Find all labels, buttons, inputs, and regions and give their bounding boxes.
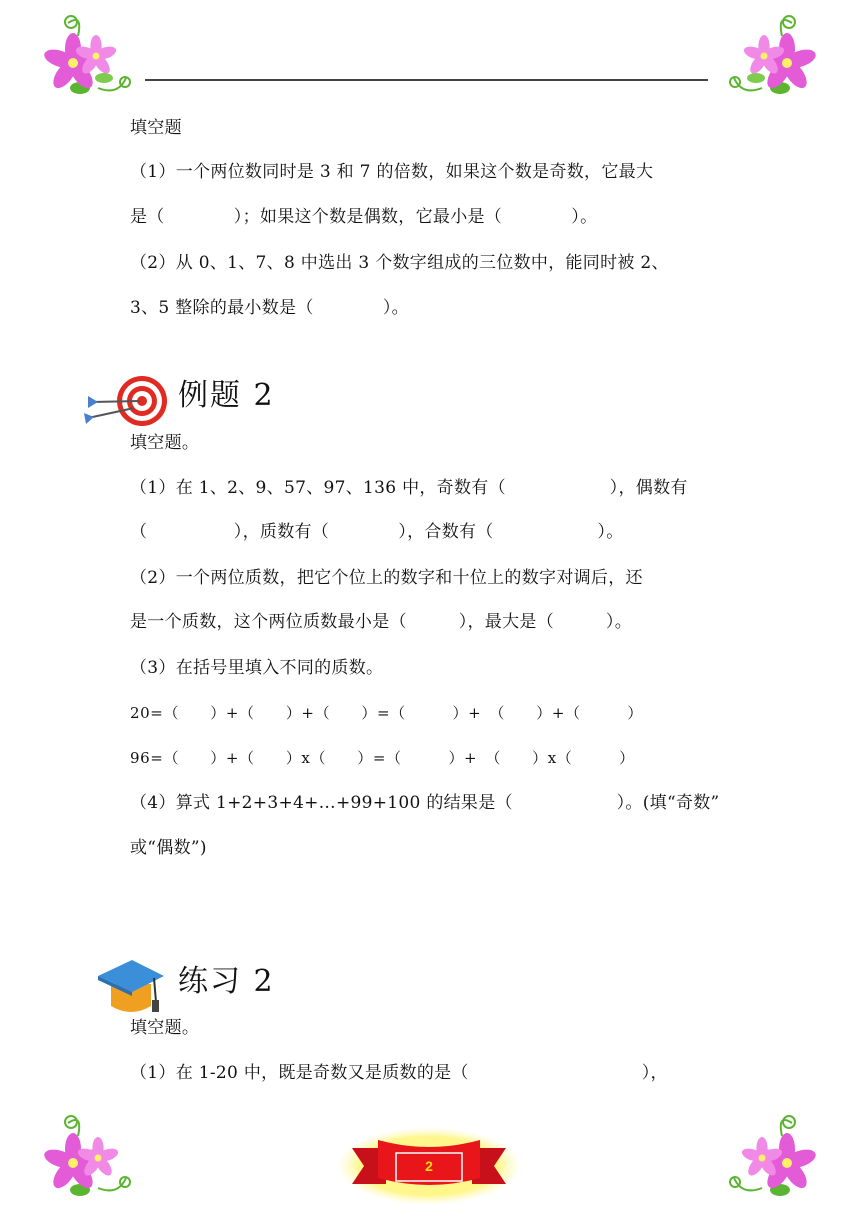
example2-line-1: （1）在 1、2、9、57、97、136 中，奇数有（ ），偶数有 <box>130 478 688 498</box>
example2-title: 填空题。 <box>130 433 200 453</box>
section1-line-4: 3、5 整除的最小数是（ ）。 <box>130 298 409 318</box>
example2-line-4: 是一个质数，这个两位质数最小是（ ），最大是（ ）。 <box>130 612 632 632</box>
header-divider <box>145 79 708 81</box>
practice2-title: 填空题。 <box>130 1018 200 1038</box>
example2-heading: 例题 2 <box>178 378 275 413</box>
target-dart-icon <box>84 374 174 432</box>
section1-title: 填空题 <box>130 118 182 138</box>
page-number-ribbon <box>338 1126 520 1206</box>
practice2-line-1: （1）在 1-20 中，既是奇数又是质数的是（ ）， <box>130 1063 668 1083</box>
flower-corner-bottom-left-icon <box>28 1108 138 1208</box>
practice2-heading: 练习 2 <box>178 964 275 999</box>
example2-line-3: （2）一个两位质数，把它个位上的数字和十位上的数字对调后，还 <box>130 568 643 588</box>
section1-line-1: （1）一个两位数同时是 3 和 7 的倍数，如果这个数是奇数，它最大 <box>130 162 654 182</box>
example2-equation-20: 20=（ ）+（ ）+（ ）=（ ）+ （ ）+（ ） <box>130 704 643 722</box>
flower-corner-bottom-right-icon <box>722 1108 832 1208</box>
example2-line-5: （3）在括号里填入不同的质数。 <box>130 658 384 678</box>
page-number: 2 <box>425 1158 433 1174</box>
example2-line-8: （4）算式 1+2+3+4+…+99+100 的结果是（ ）。(填“奇数” <box>130 793 720 813</box>
graduation-cap-icon <box>96 956 166 1020</box>
flower-corner-top-left-icon <box>28 8 138 108</box>
section1-line-2: 是（ ）；如果这个数是偶数，它最小是（ ）。 <box>130 207 598 227</box>
flower-corner-top-right-icon <box>722 8 832 108</box>
section1-line-3: （2）从 0、1、7、8 中选出 3 个数字组成的三位数中，能同时被 2、 <box>130 253 669 273</box>
example2-line-2: （ ），质数有（ ），合数有（ ）。 <box>130 522 624 542</box>
example2-line-9: 或“偶数”) <box>130 838 207 858</box>
example2-equation-96: 96=（ ）+（ ）x（ ）=（ ）+ （ ）x（ ） <box>130 749 635 767</box>
